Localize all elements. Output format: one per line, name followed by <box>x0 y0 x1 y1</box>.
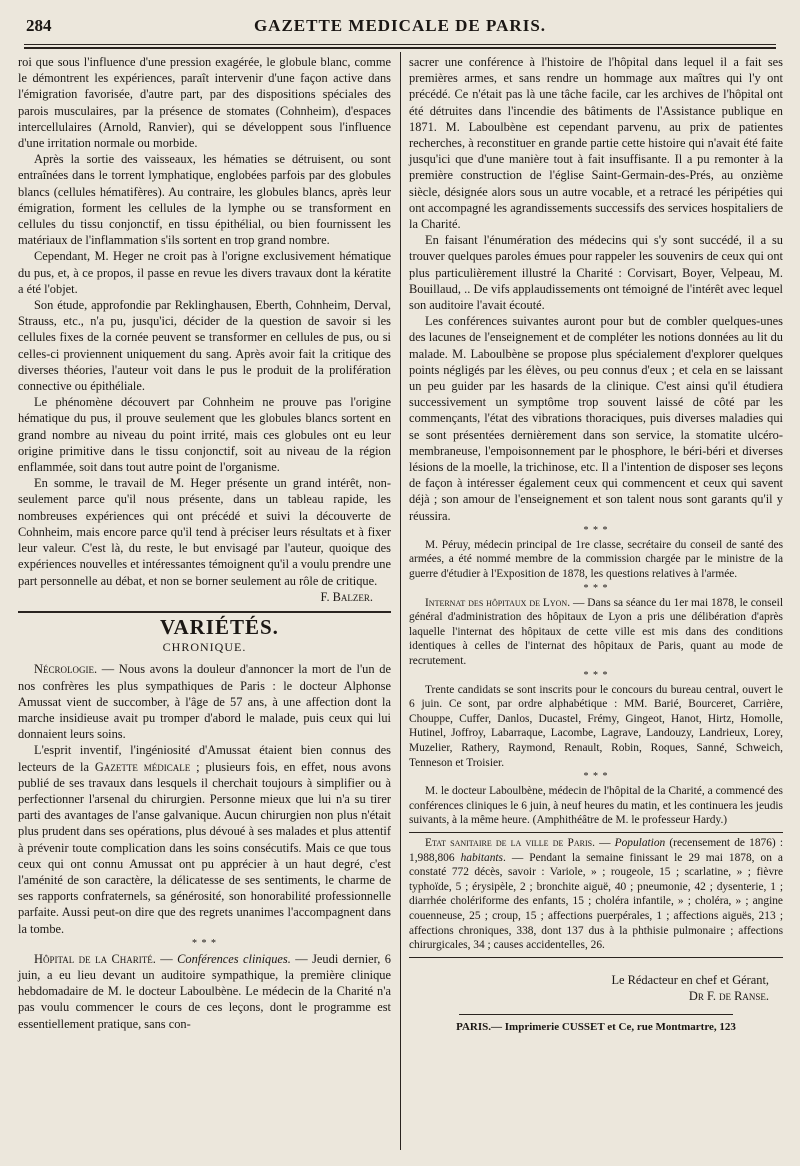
asterism: * * * <box>583 524 609 536</box>
charite-lead: Hôpital de la Charité. <box>34 951 156 966</box>
page-number: 284 <box>26 16 52 35</box>
internat-notice <box>409 596 783 669</box>
editor-block <box>409 972 783 1004</box>
amussat-text-start: L'esprit inventif, l'ingéniosité d'Amussat étaient bien connus des lecteurs de la <box>18 743 391 774</box>
necrologie-paragraph <box>18 661 391 742</box>
author-signature: F. Balzer. <box>320 589 373 604</box>
page-header <box>0 14 800 42</box>
sanitary-report-box <box>409 832 783 958</box>
population-label: Population <box>614 836 666 849</box>
internat-lead: Internat des hôpitaux de Lyon. <box>425 596 571 609</box>
article-paragraph: Son étude, approfondie par Reklinghausen, Eberth, Cohnheim, Derval, Strauss, etc., n'a pu, jusqu'ici, décider de la question de savoir si les cellules fixes de la cornée peuvent se transformer en cellules de pus, ou si celles-ci proviennent uniquement du sang. Après avoir fait la critique des diverses théories, l'auteur voit dans le pus le produit de la prolifération connective ou épithéliale. <box>18 298 391 394</box>
imprint-rule <box>459 1014 733 1015</box>
amussat-text-end: ; plusieurs fois, en effet, nous avons publié de ses travaux dans lesquels il cherchait toujours à simplifier ou à perfectionner l'arsenal du chirurgien. Personne mieux que lui n'a su tirer parti des avantages de l'anse galvanique. Aucun chirurgien non plus n'était plus prudent dans ses opérations, plus dévoué à ses malades et plus attentif à prévenir toute complication dans les soins consécutifs. Mais ce que tous ceux qui ont connu Amussat ont pu apprécier à un haut degré, c'est l'aménité de son caractère, la délicatesse de ses sentiments, le charme de ses rapports confraternels, sa générosité, son honorabilité professionnelle parfaite. Aussi peut-on dire que des regrets unanimes l'accompagnent dans la tombe. <box>18 759 391 936</box>
census-text: (recensement de 1876) : 1,988,806 <box>409 836 784 864</box>
asterism: * * * <box>583 771 609 783</box>
internat-text: — Dans sa séance du 1er mai 1878, le conseil général d'administration des hôpitaux de Lyon a pris une délibération d'après laquelle l'internat des hôpitaux de cette ville est mis dans des conditions identiques à celles de l'internat des hôpitaux de Paris, quant au mode de recrutement. <box>409 596 783 668</box>
article-paragraph: Cependant, M. Heger ne croit pas à l'origne exclusivement hématique du pus, et, à ce propos, il passe en revue les divers travaux dont la kératite a été l'objet. <box>18 249 391 296</box>
printer-imprint: PARIS.— Imprimerie CUSSET et Ce, rue Montmartre, 123 <box>456 1020 736 1033</box>
article-paragraph: sacrer une conférence à l'histoire de l'hôpital dans lequel il a fait ses premières armes, et sans rendre un hommage aux maîtres qui l'y ont précédé. Ce n'était pas là une tâche facile, car les archives de l'hôpital ont été détruites dans l'incendie des bâtiments de l'Assistance publique en 1871. M. Laboulbène est cependant parvenu, au prix de patientes recherches, à reconstituer en grande partie cette histoire qui n'avait été faite jusqu'ici que d'une manière tout à fait insuffisante. Il a pu remonter à la première construction de l'église Saint-Germain-des-Prés, au onzième siècle, désignée alors sous un autre vocable, et a retracé les péripéties qui ont accompagné les agrandissements successifs des services hospitaliers de la Charité. <box>409 55 783 232</box>
asterism: * * * <box>583 669 609 681</box>
sanitary-report: Etat sanitaire de la ville de Paris. — Population (recensement de 1876) : 1,988,806 habitants. — Pendant la semaine finissant le 29 mai 1878, on a constaté 772 décès, savoir : Variole, » ; rougeole, 15 ; scarlatine, » ; fièvre typhoïde, 5 ; érysipèle, 2 ; bronchite aiguë, 40 ; pneumonie, 42 ; dysenterie, 1 ; diarrhée cholériforme des enfants, 15 ; choléra infantile, » ; choléra, » ; angine couenneuse, 25 ; croup, 15 ; affections puerpérales, 1 ; affections aiguës, 213 ; affections chroniques, 338, dont 137 dus à la phthisie pulmonaire ; affections chirurgicales, 34 ; causes accidentelles, 26. <box>409 836 784 952</box>
asterism: * * * <box>583 582 609 594</box>
sanitary-lead: Etat sanitaire de la ville de Paris. <box>425 836 595 849</box>
article-paragraph: roi que sous l'influence d'une pression exagérée, le globule blanc, comme le démontrent les expériences, paraît intervenir d'une façon active dans l'émigration favorisée, d'autre part, par des dispositions spéciales des parois musculaires, par la présence de stomates (Cohnheim), d'espaces intercellulaires (Arnold, Ranvier), qui se développent sous l'influence d'une irritation normale ou morbide. <box>18 55 391 151</box>
left-column <box>18 54 391 1032</box>
necrologie-lead: Nécrologie. <box>34 662 98 677</box>
charite-paragraph: Hôpital de la Charité. — Conférences cliniques. — Jeudi dernier, 6 juin, a eu lieu devant un auditoire sympathique, la première clinique hebdomadaire de M. le docteur Laboulbène. Le médecin de la Charité n'a pas voulu commencer le cours de ces leçons, dont le programme est essentiellement pratique, sans con- <box>18 951 391 1031</box>
right-column <box>409 54 783 1035</box>
charite-text: — Jeudi dernier, 6 juin, a eu lieu devant un auditoire sympathique, la première clinique hebdomadaire de M. le docteur Laboulbène. Le médecin de la Charité n'a pas voulu commencer le cours de ces leçons, dont le programme est essentiellement pratique, sans con- <box>18 951 391 1031</box>
header-rule-thick <box>24 47 776 49</box>
article-paragraph: Après la sortie des vaisseaux, les hématies se détruisent, ou sont entraînées dans le torrent lymphatique, englobées parfois par des globules blancs (cellules hématifères). Au contraire, les globules blancs, après leur émigration, forment les cellules de la lymphe ou se transforment en cellules du tissu conjonctif, en tissu épithélial, ou bien fournissent les matériaux de l'inflammation s'ils sortent en trop grand nombre. <box>18 152 391 248</box>
article-paragraph: En faisant l'énumération des médecins qui s'y sont succédé, il a su trouver quelques paroles émues pour rappeler les souvenirs de ceux qui ont plus particulièrement illustré la Charité : Corvisart, Boyer, Velpeau, M. Bouillaud, .. De vifs applaudissements ont témoigné de l'intérêt avec lequel son auditoire l'avait écouté. <box>409 233 783 313</box>
article-paragraph: En somme, le travail de M. Heger présente un grand intérêt, non-seulement parce qu'il nous présente, dans un tableau rapide, les nombreuses expériences qui ont précédé et suivi la découverte de Cohnheim, mais encore parce qu'il tend à préciser leurs résultats et à fixer leur valeur. C'est là, du reste, le but envisagé par l'auteur, quoique des expériences nouvelles et intéressantes témoignent qu'il a voulu prendre une part personnelle au débat, et non se borner seulement au rôle de critique. <box>18 476 391 588</box>
article-paragraph: Les conférences suivantes auront pour but de combler quelques-unes des lacunes de l'enseignement et de compléter les notions données au lit du malade. M. Laboulbène se propose plus spécialement d'explorer quelques points négligés par les élèves, ou peu connus d'eux ; et cela en se laissant un peu guider par les hasards de la clinique. C'est ainsi qu'il étudiera successivement un symptôme trop souvent laissé de côté par les commençants, l'état des vibrations thoraciques, puis diverses maladies qui se sont présentées dernièrement dans son service, la stomatite ulcéro-membraneuse, l'empoisonnement par le phosphore, le béri-béri et diverses lésions de la moelle, la trichinose, etc. Il a l'intention de disposer ses leçons de façon à intéresser également ceux qui commencent et ceux qui savent déjà ; son amour de l'enseignement et son talent nous sont garants qu'il y réussira. <box>409 314 783 523</box>
amussat-paragraph <box>18 742 391 936</box>
necrologie-text: — Nous avons la douleur d'annoncer la mort de l'un de nos confrères les plus sympathiques de Paris : le docteur Alphonse Amussat vient de succomber, à l'âge de 57 ans, à une affection dont la marche insidieuse avait pu tromper d'abord le malade, puis ceux qui lui donnaient leurs soins. <box>18 662 391 742</box>
header-rule <box>24 44 776 45</box>
peruy-notice: M. Péruy, médecin principal de 1re classe, secrétaire du conseil de santé des armées, a été nommé membre de la commission chargée par le ministre de la guerre d'étudier à l'Exposition de 1878, les questions relatives à l'armée. <box>409 538 783 581</box>
charite-subject: Conférences cliniques. <box>177 951 291 966</box>
running-title: GAZETTE MEDICALE DE PARIS. <box>253 16 547 35</box>
section-title: VARIÉTÉS. <box>160 614 279 639</box>
laboulbene-notice: M. le docteur Laboulbène, médecin de l'hôpital de la Charité, a commencé des conférences cliniques le 6 juin, à neuf heures du matin, et les continuera les jeudis suivants, à la même heure. (Amphithéâtre de M. le professeur Hardy.) <box>409 785 783 827</box>
candidats-notice: Trente candidats se sont inscrits pour le concours du bureau central, ouvert le 6 juin. Ce sont, par ordre alphabétique : MM. Barié, Bourceret, Carrière, Chouppe, Cuffer, Danlos, Ducastel, Frémy, Gingeot, Hanot, Hirtz, Homolle, Hutinel, Joffroy, Labarraque, Lacombe, Lagrave, Landouzy, Landrieux, Lorey, Muzelier, Rathery, Raymond, Renault, Robin, Roques, Sanné, Schweich, Tenneson et Troisier. <box>409 683 783 769</box>
asterism: * * * <box>192 937 217 949</box>
column-divider <box>400 52 401 1150</box>
editor-line: Le Rédacteur en chef et Gérant, <box>611 972 769 987</box>
article-paragraph: Le phénomène découvert par Cohnheim ne prouve pas l'origine hématique du pus, il prouve seulement que les globules blancs sortent en grand nombre au niveau du point irrité, mais ces globules ont eu leur origine primitive dans le tissu conjonctif, soit au niveau de la région enflammée, soit dans tout autre point de l'organisme. <box>18 395 391 475</box>
editor-name: Dr F. de Ranse. <box>688 988 769 1003</box>
journal-name: Gazette médicale <box>94 759 191 774</box>
habitants-label: habitants <box>460 851 503 864</box>
section-separator <box>18 611 391 613</box>
sub-title: CHRONIQUE. <box>162 640 247 655</box>
sanitary-text: . — Pendant la semaine finissant le 29 mai 1878, on a constaté 772 décès, savoir : Variole, » ; rougeole, 15 ; scarlatine, » ; fièvre typhoïde, 5 ; érysipèle, 2 ; bronchite aiguë, 40 ; pneumonie, 42 ; dysenterie, 1 ; diarrhée cholériforme des enfants, 15 ; choléra infantile, » ; choléra, » ; angine couenneuse, 25 ; croup, 15 ; affections puerpérales, 1 ; affections aiguës, 213 ; affections chroniques, 338, dont 137 dus à la phthisie pulmonaire ; affections chirurgicales, 34 ; causes accidentelles, 26. <box>409 851 783 952</box>
